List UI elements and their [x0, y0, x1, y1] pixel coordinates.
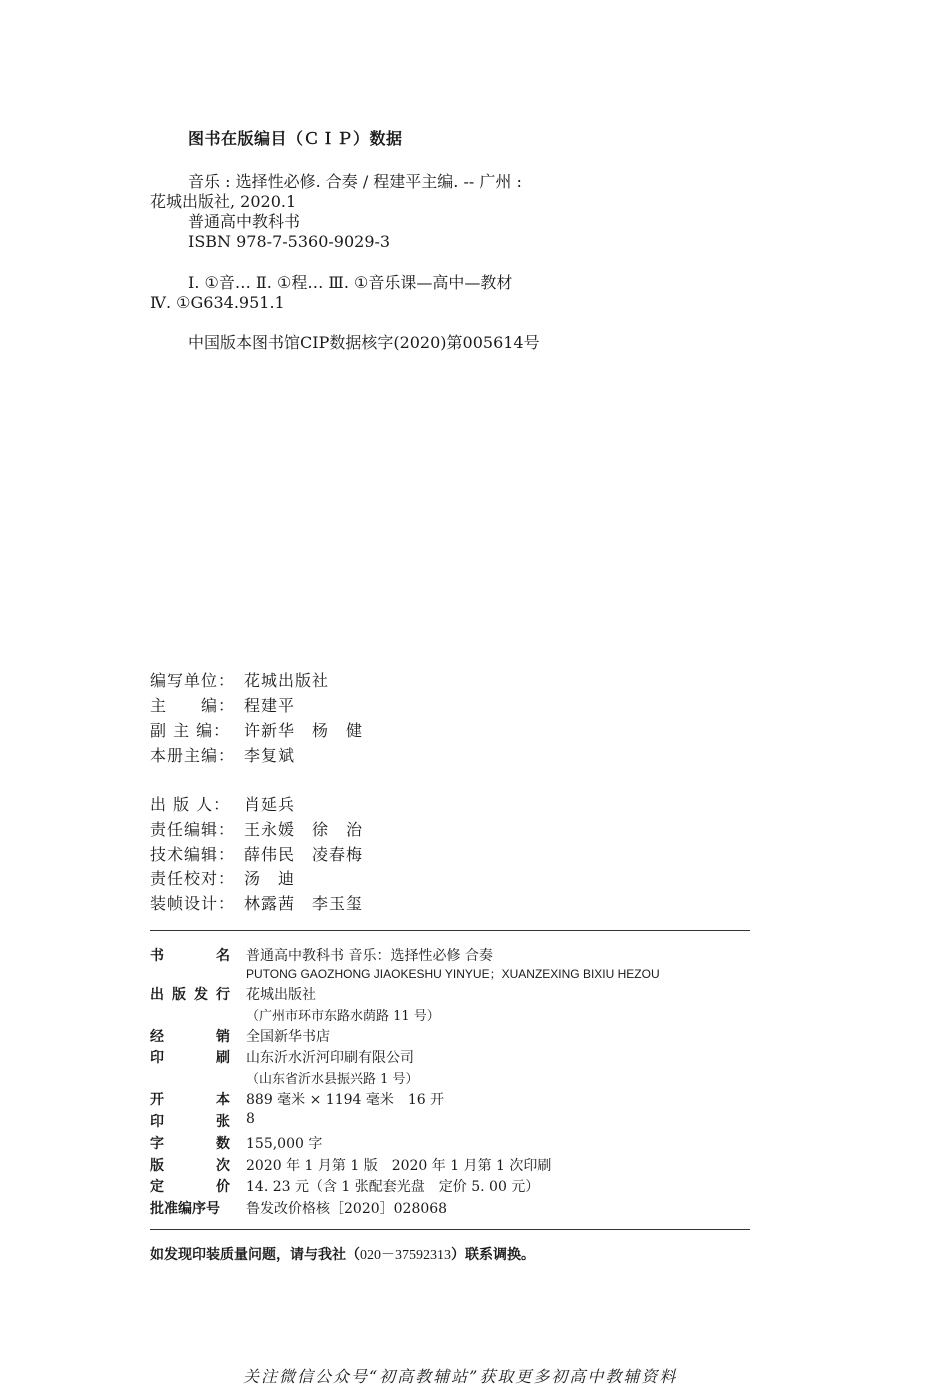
notice-text: ）联系调换。: [451, 1247, 535, 1263]
info-value: 全国新华书店: [246, 1029, 330, 1045]
info-value: 山东沂水沂河印刷有限公司: [246, 1050, 414, 1066]
credit-value: 程建平: [244, 696, 296, 715]
credit-value: 李复斌: [244, 746, 296, 765]
credit-value: 薛伟民 凌春梅: [244, 845, 364, 864]
info-value: 14. 23 元（含 1 张配套光盘 定价 5. 00 元）: [246, 1179, 540, 1195]
credit-label: 主 编：: [150, 696, 236, 715]
credit-value: 王永媛 徐 治: [244, 820, 364, 839]
credit-value: 林露茜 李玉玺: [244, 894, 364, 913]
info-value: 8: [246, 1111, 255, 1127]
credit-row: [150, 668, 329, 691]
info-value: 889 毫米 × 1194 毫米 16 开: [246, 1092, 445, 1108]
credit-label: 技术编辑：: [150, 845, 236, 864]
cip-classification: Ⅰ. ①音… Ⅱ. ①程… Ⅲ. ①音乐课—高中—教材: [188, 273, 513, 292]
notice-text: 如发现印装质量问题，请与我社（: [150, 1247, 360, 1263]
credit-row: [150, 693, 295, 716]
info-value: 155,000 字: [246, 1136, 323, 1152]
credit-label: 副 主 编：: [150, 721, 231, 740]
credit-value: 肖延兵: [244, 795, 296, 814]
info-key: 定 价: [150, 1179, 230, 1195]
credit-label: 编写单位：: [150, 671, 236, 690]
credit-label: 出 版 人：: [150, 795, 231, 814]
cip-line-1: 音乐 : 选择性必修. 合奏 / 程建平主编. -- 广州 :: [188, 172, 522, 191]
credit-row: [150, 792, 295, 815]
info-key: 经 销: [150, 1029, 230, 1045]
quality-notice: [150, 1244, 535, 1264]
credit-label: 责任校对：: [150, 869, 236, 888]
info-key: 出 版 发 行: [150, 987, 230, 1003]
credit-row: [150, 842, 363, 865]
credit-row: [150, 743, 295, 766]
cip-line-3: 普通高中教科书: [188, 212, 301, 231]
info-key: 印 张: [150, 1114, 230, 1130]
credit-row: [150, 817, 363, 840]
info-value: 2020 年 1 月第 1 版 2020 年 1 月第 1 次印刷: [246, 1158, 552, 1174]
credit-value: 花城出版社: [244, 671, 330, 690]
cip-line-2: 花城出版社, 2020.1: [150, 192, 297, 211]
info-value: 鲁发改价格核［2020］028068: [246, 1201, 448, 1217]
info-sub-value: （山东省沂水县振兴路 1 号）: [246, 1072, 419, 1087]
notice-phone: 020－37592313: [360, 1248, 451, 1263]
credit-label: 装帧设计：: [150, 894, 236, 913]
bottom-divider: [150, 1229, 750, 1230]
info-value: 花城出版社: [246, 987, 316, 1003]
credit-row: [150, 866, 295, 889]
cip-isbn: ISBN 978-7-5360-9029-3: [188, 232, 391, 251]
info-sub-value: （广州市环市东路水荫路 11 号）: [246, 1009, 440, 1024]
info-sub-value: PUTONG GAOZHONG JIAOKESHU YINYUE；XUANZEXING BIXIU HEZOU: [246, 967, 660, 981]
top-divider: [150, 930, 750, 931]
info-key: 版 次: [150, 1158, 230, 1174]
credit-row: [150, 891, 363, 914]
info-value: 普通高中教科书 音乐：选择性必修 合奏: [246, 948, 493, 964]
info-key: 印 刷: [150, 1050, 230, 1066]
credit-row: [150, 718, 363, 741]
cip-class-number: Ⅳ. ①G634.951.1: [150, 293, 285, 312]
info-key: 批准编序号: [150, 1201, 220, 1217]
cip-record-number: 中国版本图书馆CIP数据核字(2020)第005614号: [188, 333, 540, 352]
info-key: 字 数: [150, 1136, 230, 1152]
cip-title: 图书在版编目（ＣＩＰ）数据: [188, 129, 403, 148]
info-key: 书 名: [150, 948, 230, 964]
credit-label: 责任编辑：: [150, 820, 236, 839]
credit-value: 许新华 杨 健: [244, 721, 364, 740]
credit-label: 本册主编：: [150, 746, 236, 765]
footer-watermark: 关注微信公众号“初高教辅站”获取更多初高中教辅资料: [243, 1367, 678, 1386]
credit-value: 汤 迪: [244, 869, 296, 888]
info-key: 开 本: [150, 1092, 230, 1108]
